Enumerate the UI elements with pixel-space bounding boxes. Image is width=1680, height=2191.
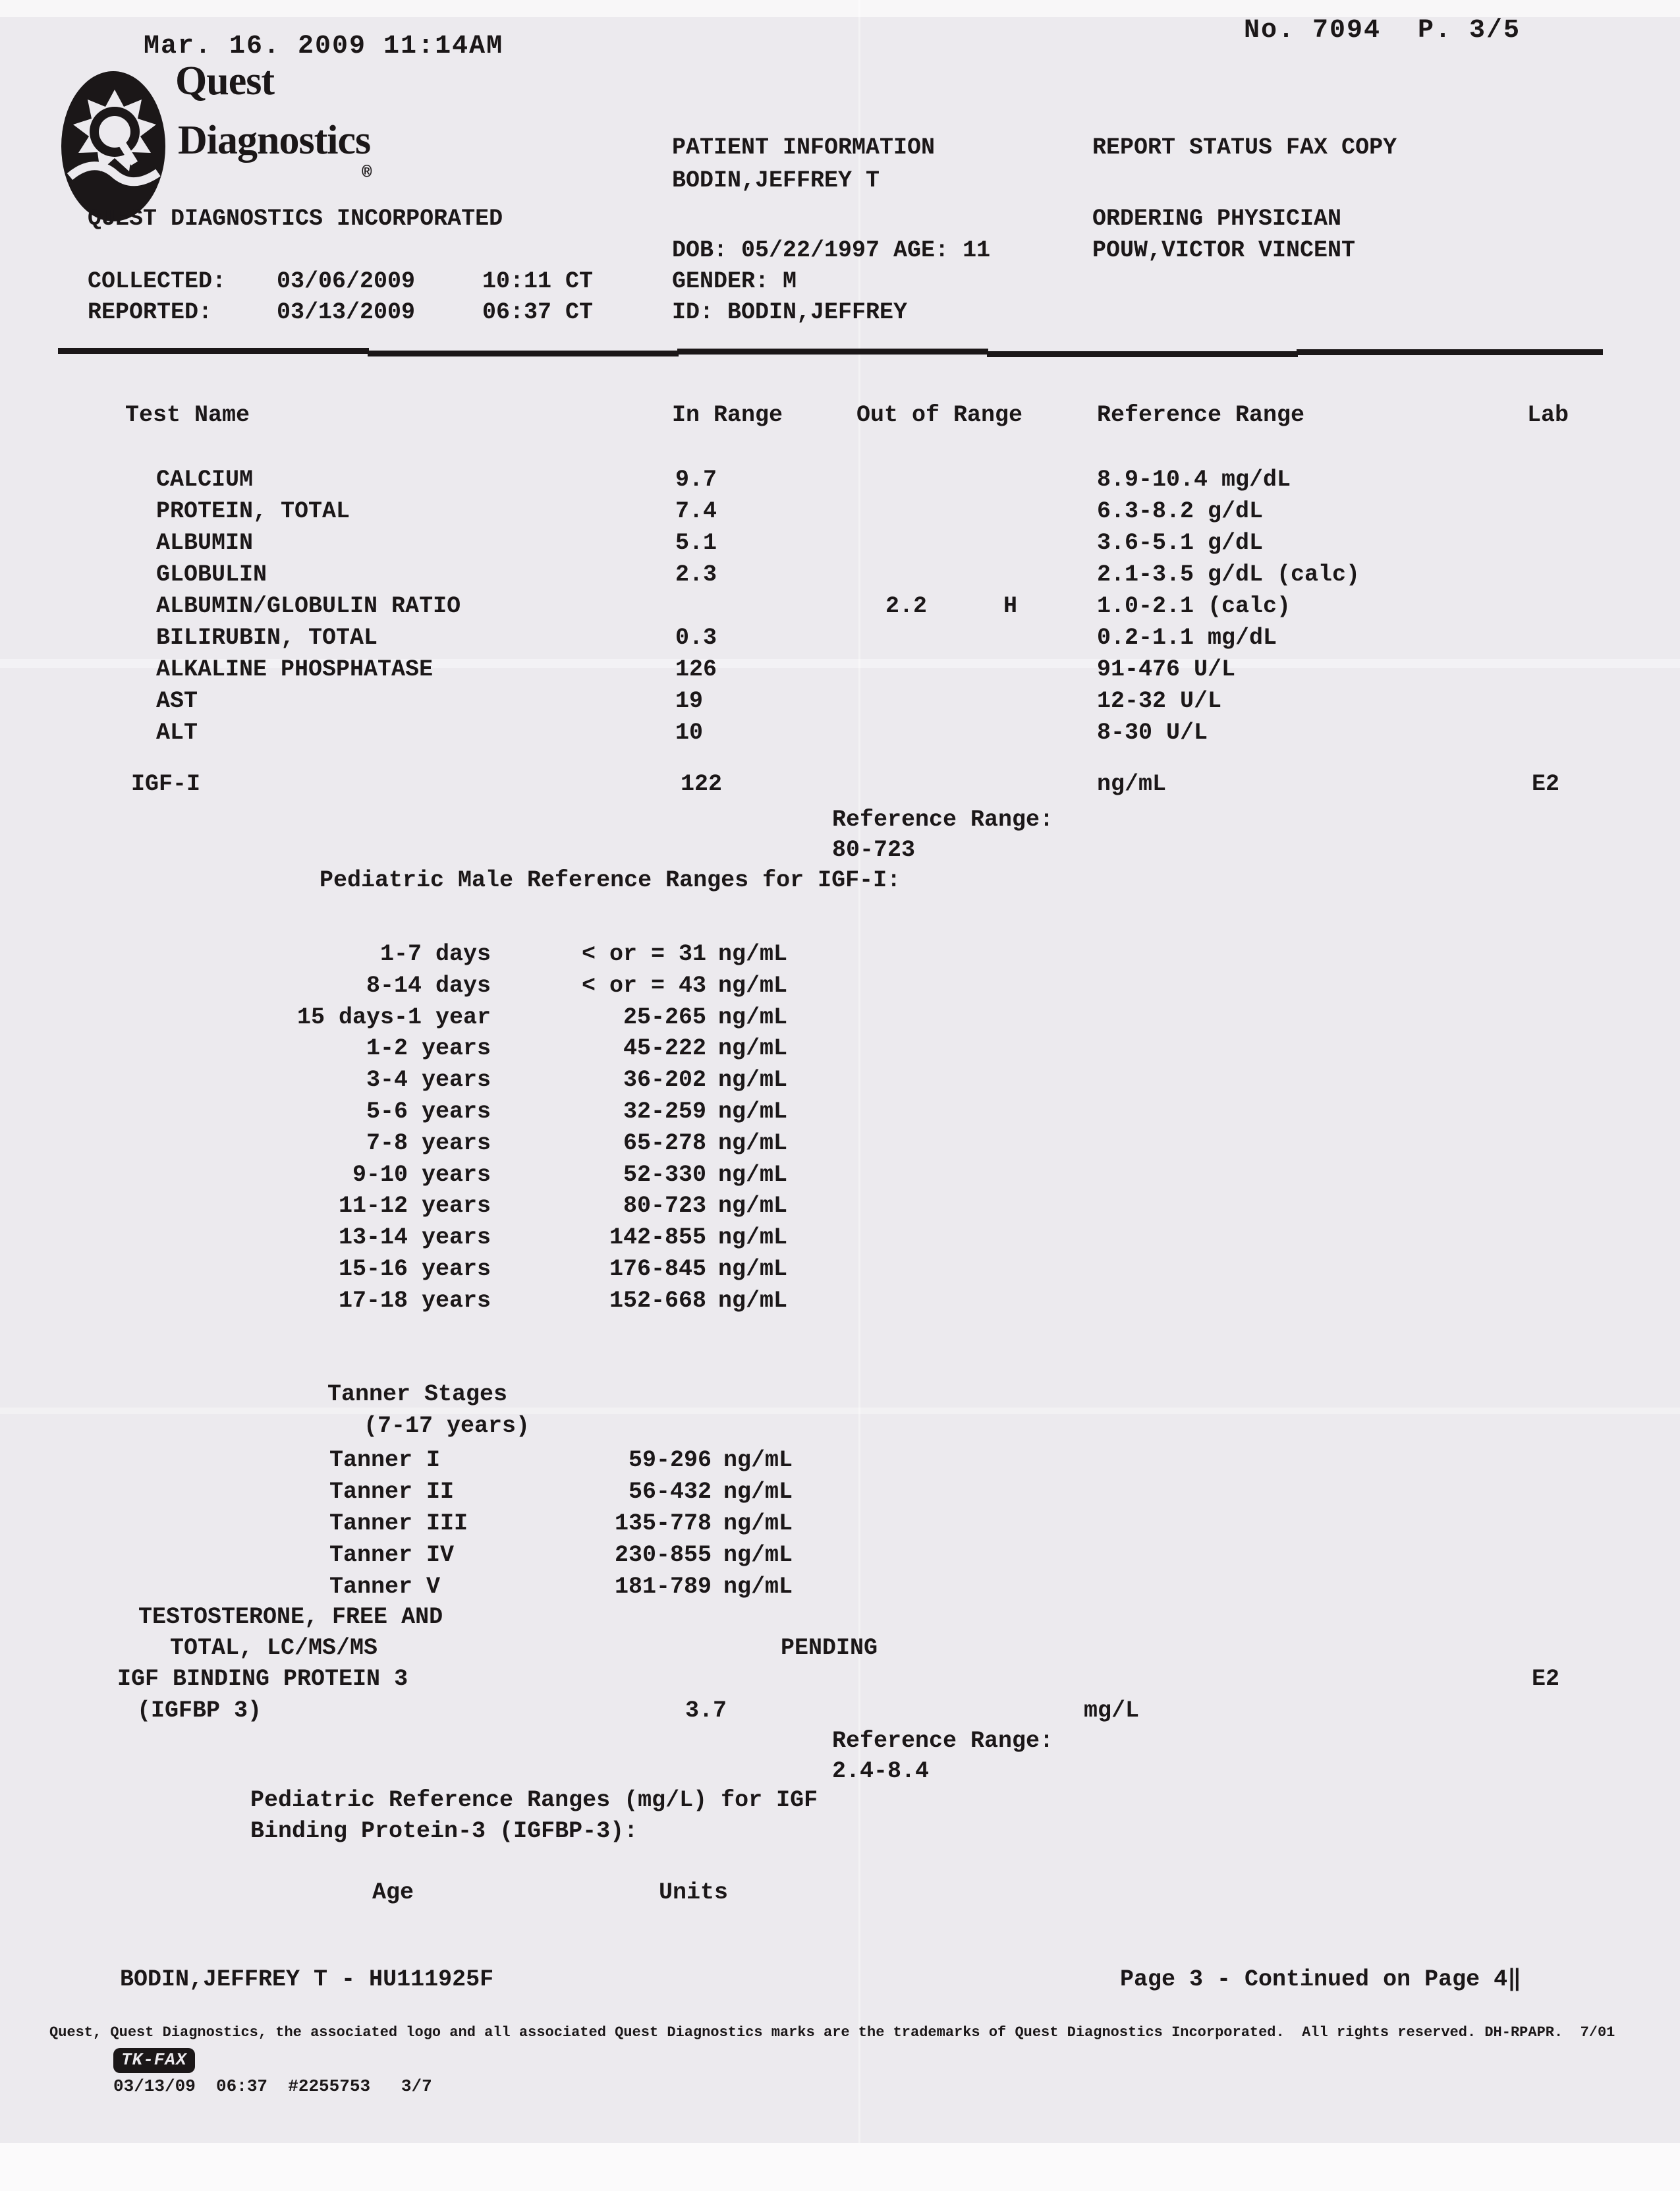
age-range-value: 80-723 <box>623 1193 706 1220</box>
age-range-value: 52-330 <box>623 1161 706 1188</box>
patient-id-line: ID: BODIN,JEFFREY <box>672 299 908 326</box>
result-test-name: ALKALINE PHOSPHATASE <box>156 656 434 683</box>
result-reference-range: 8-30 U/L <box>1097 720 1208 746</box>
age-range-value: 176-845 <box>609 1256 706 1282</box>
age-range-unit: ng/mL <box>718 1098 788 1125</box>
age-column-header: Age <box>372 1879 414 1906</box>
tanner-stage-label: Tanner II <box>329 1479 455 1505</box>
collected-time: 10:11 CT <box>482 268 594 295</box>
age-range-unit: ng/mL <box>718 1161 788 1188</box>
age-range-label: 1-7 days <box>379 941 491 967</box>
result-in-range-value: 2.3 <box>675 561 717 588</box>
igf1-unit: ng/mL <box>1097 771 1167 797</box>
tanner-stage-unit: ng/mL <box>723 1479 793 1505</box>
brand-name-line1: Quest <box>175 59 274 103</box>
patient-info-label: PATIENT INFORMATION <box>672 134 936 161</box>
tanner-stage-row <box>0 1447 1680 1479</box>
result-in-range-value: 5.1 <box>675 530 717 556</box>
igfbp3-test-name-line2: (IGFBP 3) <box>137 1697 262 1724</box>
age-range-label: 7-8 years <box>366 1129 491 1156</box>
collected-label: COLLECTED: <box>88 268 227 295</box>
column-header-in-range: In Range <box>672 402 783 428</box>
patient-name: BODIN,JEFFREY T <box>672 167 880 194</box>
igfbp3-unit: mg/L <box>1084 1697 1140 1724</box>
result-reference-range: 2.1-3.5 g/dL (calc) <box>1097 561 1360 588</box>
testosterone-test-name-line1: TESTOSTERONE, FREE AND <box>138 1604 443 1630</box>
result-in-range-value: 9.7 <box>675 467 717 493</box>
age-range-unit: ng/mL <box>718 1035 788 1062</box>
age-range-unit: ng/mL <box>718 1193 788 1220</box>
result-reference-range: 8.9-10.4 mg/dL <box>1097 467 1291 493</box>
age-range-label: 11-12 years <box>338 1193 491 1220</box>
reported-date: 03/13/2009 <box>277 299 416 326</box>
result-test-name: ALT <box>156 720 198 746</box>
tanner-stage-unit: ng/mL <box>723 1510 793 1537</box>
age-range-value: 142-855 <box>609 1224 706 1251</box>
age-range-label: 8-14 days <box>366 972 491 999</box>
tanner-stage-unit: ng/mL <box>723 1542 793 1568</box>
age-range-value: 32-259 <box>623 1098 706 1125</box>
gender-line: GENDER: M <box>672 268 797 295</box>
result-reference-range: 12-32 U/L <box>1097 688 1222 714</box>
age-range-label: 1-2 years <box>366 1035 491 1062</box>
result-reference-range: 6.3-8.2 g/dL <box>1097 498 1264 525</box>
age-range-value: 25-265 <box>623 1004 706 1031</box>
age-range-value: < or = 43 <box>581 972 706 999</box>
age-range-value: 36-202 <box>623 1067 706 1094</box>
result-in-range-value: 19 <box>675 688 704 714</box>
report-status: REPORT STATUS FAX COPY <box>1092 134 1397 161</box>
brand-name-line2: Diagnostics <box>178 118 371 163</box>
footer-page-text: Page 3 - Continued on Page 4 <box>1120 1966 1508 1993</box>
result-reference-range: 3.6-5.1 g/dL <box>1097 530 1264 556</box>
stamp-date-line: 03/13/09 06:37 #2255753 3/7 <box>113 2076 432 2096</box>
company-name: QUEST DIAGNOSTICS INCORPORATED <box>88 206 503 232</box>
igf1-reference-value: 80-723 <box>832 837 916 863</box>
igf1-test-name: IGF-I <box>131 771 201 797</box>
age-range-unit: ng/mL <box>718 1256 788 1282</box>
result-test-name: CALCIUM <box>156 467 254 493</box>
tanner-stage-label: Tanner IV <box>329 1542 455 1568</box>
column-header-test-name: Test Name <box>125 402 250 428</box>
result-test-name: GLOBULIN <box>156 561 267 588</box>
age-range-label: 13-14 years <box>338 1224 491 1251</box>
age-range-label: 5-6 years <box>366 1098 491 1125</box>
tanner-stage-unit: ng/mL <box>723 1447 793 1473</box>
fax-edge-marks: ‖ <box>1507 1966 1522 1993</box>
age-range-unit: ng/mL <box>718 1287 788 1314</box>
igfbp3-lab-code: E2 <box>1532 1666 1560 1692</box>
result-abnormal-flag: H <box>1003 593 1018 619</box>
igfbp3-pediatric-title-line1: Pediatric Reference Ranges (mg/L) for IGF <box>250 1787 818 1813</box>
tanner-stage-row <box>0 1542 1680 1574</box>
column-header-out-of-range: Out of Range <box>856 402 1023 428</box>
result-in-range-value: 7.4 <box>675 498 717 525</box>
testosterone-test-name-line2: TOTAL, LC/MS/MS <box>170 1635 378 1661</box>
igf1-lab-code: E2 <box>1532 771 1560 797</box>
column-header-reference-range: Reference Range <box>1097 402 1305 428</box>
reported-time: 06:37 CT <box>482 299 594 326</box>
age-range-value: 152-668 <box>609 1287 706 1314</box>
age-range-label: 15-16 years <box>338 1256 491 1282</box>
tanner-stage-label: Tanner I <box>329 1447 441 1473</box>
result-reference-range: 91-476 U/L <box>1097 656 1236 683</box>
fax-page-indicator: P. 3/5 <box>1418 16 1521 45</box>
age-range-unit: ng/mL <box>718 1129 788 1156</box>
age-range-unit: ng/mL <box>718 972 788 999</box>
age-range-value: 45-222 <box>623 1035 706 1062</box>
fax-datetime: Mar. 16. 2009 11:14AM <box>144 32 504 61</box>
tanner-stage-label: Tanner V <box>329 1574 441 1600</box>
result-out-of-range-value: 2.2 <box>885 593 928 619</box>
age-range-unit: ng/mL <box>718 941 788 967</box>
result-reference-range: 0.2-1.1 mg/dL <box>1097 625 1277 651</box>
column-header-lab: Lab <box>1527 402 1569 428</box>
result-test-name: ALBUMIN/GLOBULIN RATIO <box>156 593 461 619</box>
age-range-label: 9-10 years <box>352 1161 491 1188</box>
result-test-name: PROTEIN, TOTAL <box>156 498 350 525</box>
tanner-stage-value: 230-855 <box>614 1542 712 1568</box>
age-range-unit: ng/mL <box>718 1067 788 1094</box>
scan-bottom-margin <box>0 2143 1680 2191</box>
tanner-stage-value: 135-778 <box>614 1510 712 1537</box>
result-test-name: BILIRUBIN, TOTAL <box>156 625 378 651</box>
age-range-label: 17-18 years <box>338 1287 491 1314</box>
pediatric-male-ranges-title: Pediatric Male Reference Ranges for IGF-I: <box>320 867 901 894</box>
footer-page-line <box>1120 1966 1521 1993</box>
tanner-stage-value: 59-296 <box>628 1447 712 1473</box>
result-test-name: ALBUMIN <box>156 530 254 556</box>
age-range-unit: ng/mL <box>718 1224 788 1251</box>
fax-number: No. 7094 <box>1244 16 1382 45</box>
result-in-range-value: 126 <box>675 656 717 683</box>
tanner-stage-value: 56-432 <box>628 1479 712 1505</box>
result-test-name: AST <box>156 688 198 714</box>
tanner-stage-value: 181-789 <box>614 1574 712 1600</box>
igfbp3-reference-label: Reference Range: <box>832 1728 1054 1754</box>
tanner-stage-row <box>0 1574 1680 1605</box>
igfbp3-pediatric-title-line2: Binding Protein-3 (IGFBP-3): <box>250 1818 638 1844</box>
tanner-stages-title: Tanner Stages <box>327 1381 508 1408</box>
result-reference-range: 1.0-2.1 (calc) <box>1097 593 1291 619</box>
physician-name: POUW,VICTOR VINCENT <box>1092 237 1356 264</box>
age-range-label: 3-4 years <box>366 1067 491 1094</box>
reported-label: REPORTED: <box>88 299 213 326</box>
age-range-value: < or = 31 <box>581 941 706 967</box>
age-range-label: 15 days-1 year <box>296 1004 491 1031</box>
pending-status: PENDING <box>781 1635 878 1661</box>
tanner-stages-subtitle: (7-17 years) <box>364 1413 530 1439</box>
tkfax-stamp: TK-FAX <box>113 2048 195 2073</box>
tanner-stage-row <box>0 1479 1680 1510</box>
collected-date: 03/06/2009 <box>277 268 416 295</box>
age-range-unit: ng/mL <box>718 1004 788 1031</box>
result-in-range-value: 0.3 <box>675 625 717 651</box>
disclaimer: Quest, Quest Diagnostics, the associated logo and all associated Quest Diagnostics marks are the trademarks of Quest Diagnostics Incorporated. All rights reserved. DH-RPAPR. 7/01 <box>49 2024 1615 2041</box>
tanner-stage-label: Tanner III <box>329 1510 468 1537</box>
tanner-stage-row <box>0 1510 1680 1542</box>
dob-age-line: DOB: 05/22/1997 AGE: 11 <box>672 237 991 264</box>
igfbp3-reference-value: 2.4-8.4 <box>832 1758 930 1784</box>
age-range-value: 65-278 <box>623 1129 706 1156</box>
footer-patient-line: BODIN,JEFFREY T - HU111925F <box>120 1966 494 1993</box>
ordering-physician-label: ORDERING PHYSICIAN <box>1092 206 1342 232</box>
tanner-stage-unit: ng/mL <box>723 1574 793 1600</box>
units-column-header: Units <box>659 1879 729 1906</box>
igfbp3-value: 3.7 <box>685 1697 727 1724</box>
result-in-range-value: 10 <box>675 720 704 746</box>
igfbp3-test-name-line1: IGF BINDING PROTEIN 3 <box>117 1666 408 1692</box>
igf1-value: 122 <box>681 771 723 797</box>
igf1-reference-label: Reference Range: <box>832 807 1054 833</box>
registered-trademark-icon: ® <box>362 163 372 183</box>
